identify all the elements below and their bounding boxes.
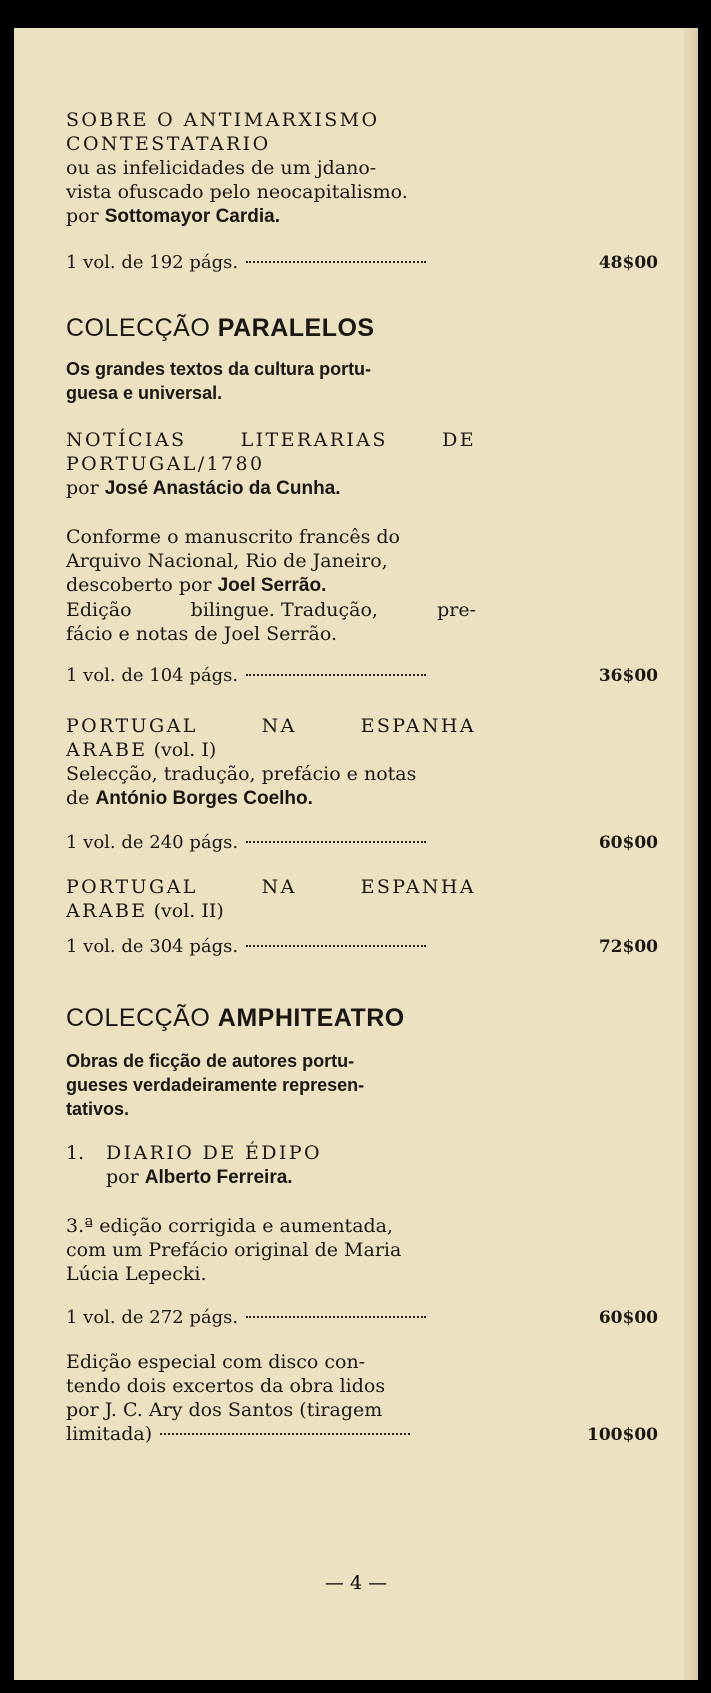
volume-info: 1 vol. de 240 págs. <box>66 832 239 853</box>
price-row <box>66 935 658 959</box>
entry-noticias <box>66 428 476 501</box>
entry-special-edition: Edição especial com disco con- tendo dois excertos da obra lidos por J. C. Ary dos Santos (tiragem <box>66 1351 386 1421</box>
dot-leader <box>246 841 426 843</box>
price-row <box>66 831 658 855</box>
entry-author-line: por José Anastácio da Cunha. <box>66 477 341 499</box>
volume-info: 1 vol. de 272 págs. <box>66 1307 239 1328</box>
dot-leader <box>246 1316 426 1318</box>
price: 60$00 <box>598 833 658 853</box>
entry-title-line: DIARIO DE ÉDIPO <box>106 1142 322 1164</box>
section-description: Obras de ficção de autores portu- gueses verdadeiramente represen- tativos. <box>66 1051 365 1119</box>
entry-title-line: PORTUGAL NA ESPANHA <box>66 876 476 898</box>
volume-info: 1 vol. de 104 págs. <box>66 665 239 686</box>
entry-subtitle-line: ou as infelicidades de um jdano- <box>66 157 377 179</box>
item-number: 1. <box>66 1142 85 1164</box>
entry-antimarxismo <box>66 108 476 229</box>
entry-diario-de-edipo <box>66 1141 476 1190</box>
entry-subtitle-line: vista ofuscado pelo neocapitalismo. <box>66 181 408 203</box>
dot-leader <box>160 1433 410 1435</box>
entry-title-line: ARABE (vol. I) <box>66 739 217 761</box>
author-name: Alberto Ferreira. <box>144 1167 293 1188</box>
dot-leader <box>246 674 426 676</box>
entry-title-line: PORTUGAL/1780 <box>66 453 265 475</box>
entry-title-line: NOTÍCIAS LITERARIAS DE <box>66 429 476 451</box>
entry-author-line: por Alberto Ferreira. <box>106 1166 293 1188</box>
entry-portugal-vol2 <box>66 875 476 923</box>
author-name: José Anastácio da Cunha. <box>104 478 341 499</box>
price: 48$00 <box>598 253 658 273</box>
catalog-column <box>66 108 658 1447</box>
price: 36$00 <box>598 666 658 686</box>
price: 100$00 <box>587 1425 658 1445</box>
author-name: Sottomayor Cardia. <box>104 206 280 227</box>
price: 72$00 <box>598 937 658 957</box>
section-heading-paralelos: COLECÇÃO PARALELOS <box>66 314 375 342</box>
entry-title-line: CONTESTATARIO <box>66 133 271 155</box>
price-row <box>66 664 658 688</box>
volume-info: 1 vol. de 304 págs. <box>66 936 239 957</box>
price: 60$00 <box>598 1308 658 1328</box>
entry-title-line: SOBRE O ANTIMARXISMO <box>66 109 380 131</box>
author-name: António Borges Coelho. <box>95 788 313 809</box>
page-number: — 4 — <box>324 1572 388 1594</box>
price-row <box>66 1306 658 1330</box>
price-row <box>66 1422 658 1447</box>
section-description: Os grandes textos da cultura portu- guesa e universal. <box>66 359 372 403</box>
volume-info: 1 vol. de 192 págs. <box>66 252 239 273</box>
catalog-page <box>14 28 698 1680</box>
entry-title-line: ARABE (vol. II) <box>66 900 224 922</box>
price-row <box>66 251 658 275</box>
volume-info: limitada) <box>66 1423 153 1445</box>
entry-portugal-vol1: PORTUGAL NA ESPANHA ARABE (vol. I) Selecção, tradução, prefácio e notas de António Borges Coelho. <box>66 715 476 809</box>
section-heading-amphiteatro: COLECÇÃO AMPHITEATRO <box>66 1004 405 1032</box>
dot-leader <box>246 261 426 263</box>
entry-note: Conforme o manuscrito francês do Arquivo Nacional, Rio de Janeiro, descoberto por Joel Serrão. Edição bilingue. Tradução, pre- fácio e notas de Joel Serrão. <box>66 526 476 645</box>
entry-author-line: por Sottomayor Cardia. <box>66 205 280 227</box>
entry-note: 3.ª edição corrigida e aumentada, com um Prefácio original de Maria Lúcia Lepecki. <box>66 1215 402 1285</box>
entry-title-line: PORTUGAL NA ESPANHA <box>66 715 476 737</box>
dot-leader <box>246 945 426 947</box>
